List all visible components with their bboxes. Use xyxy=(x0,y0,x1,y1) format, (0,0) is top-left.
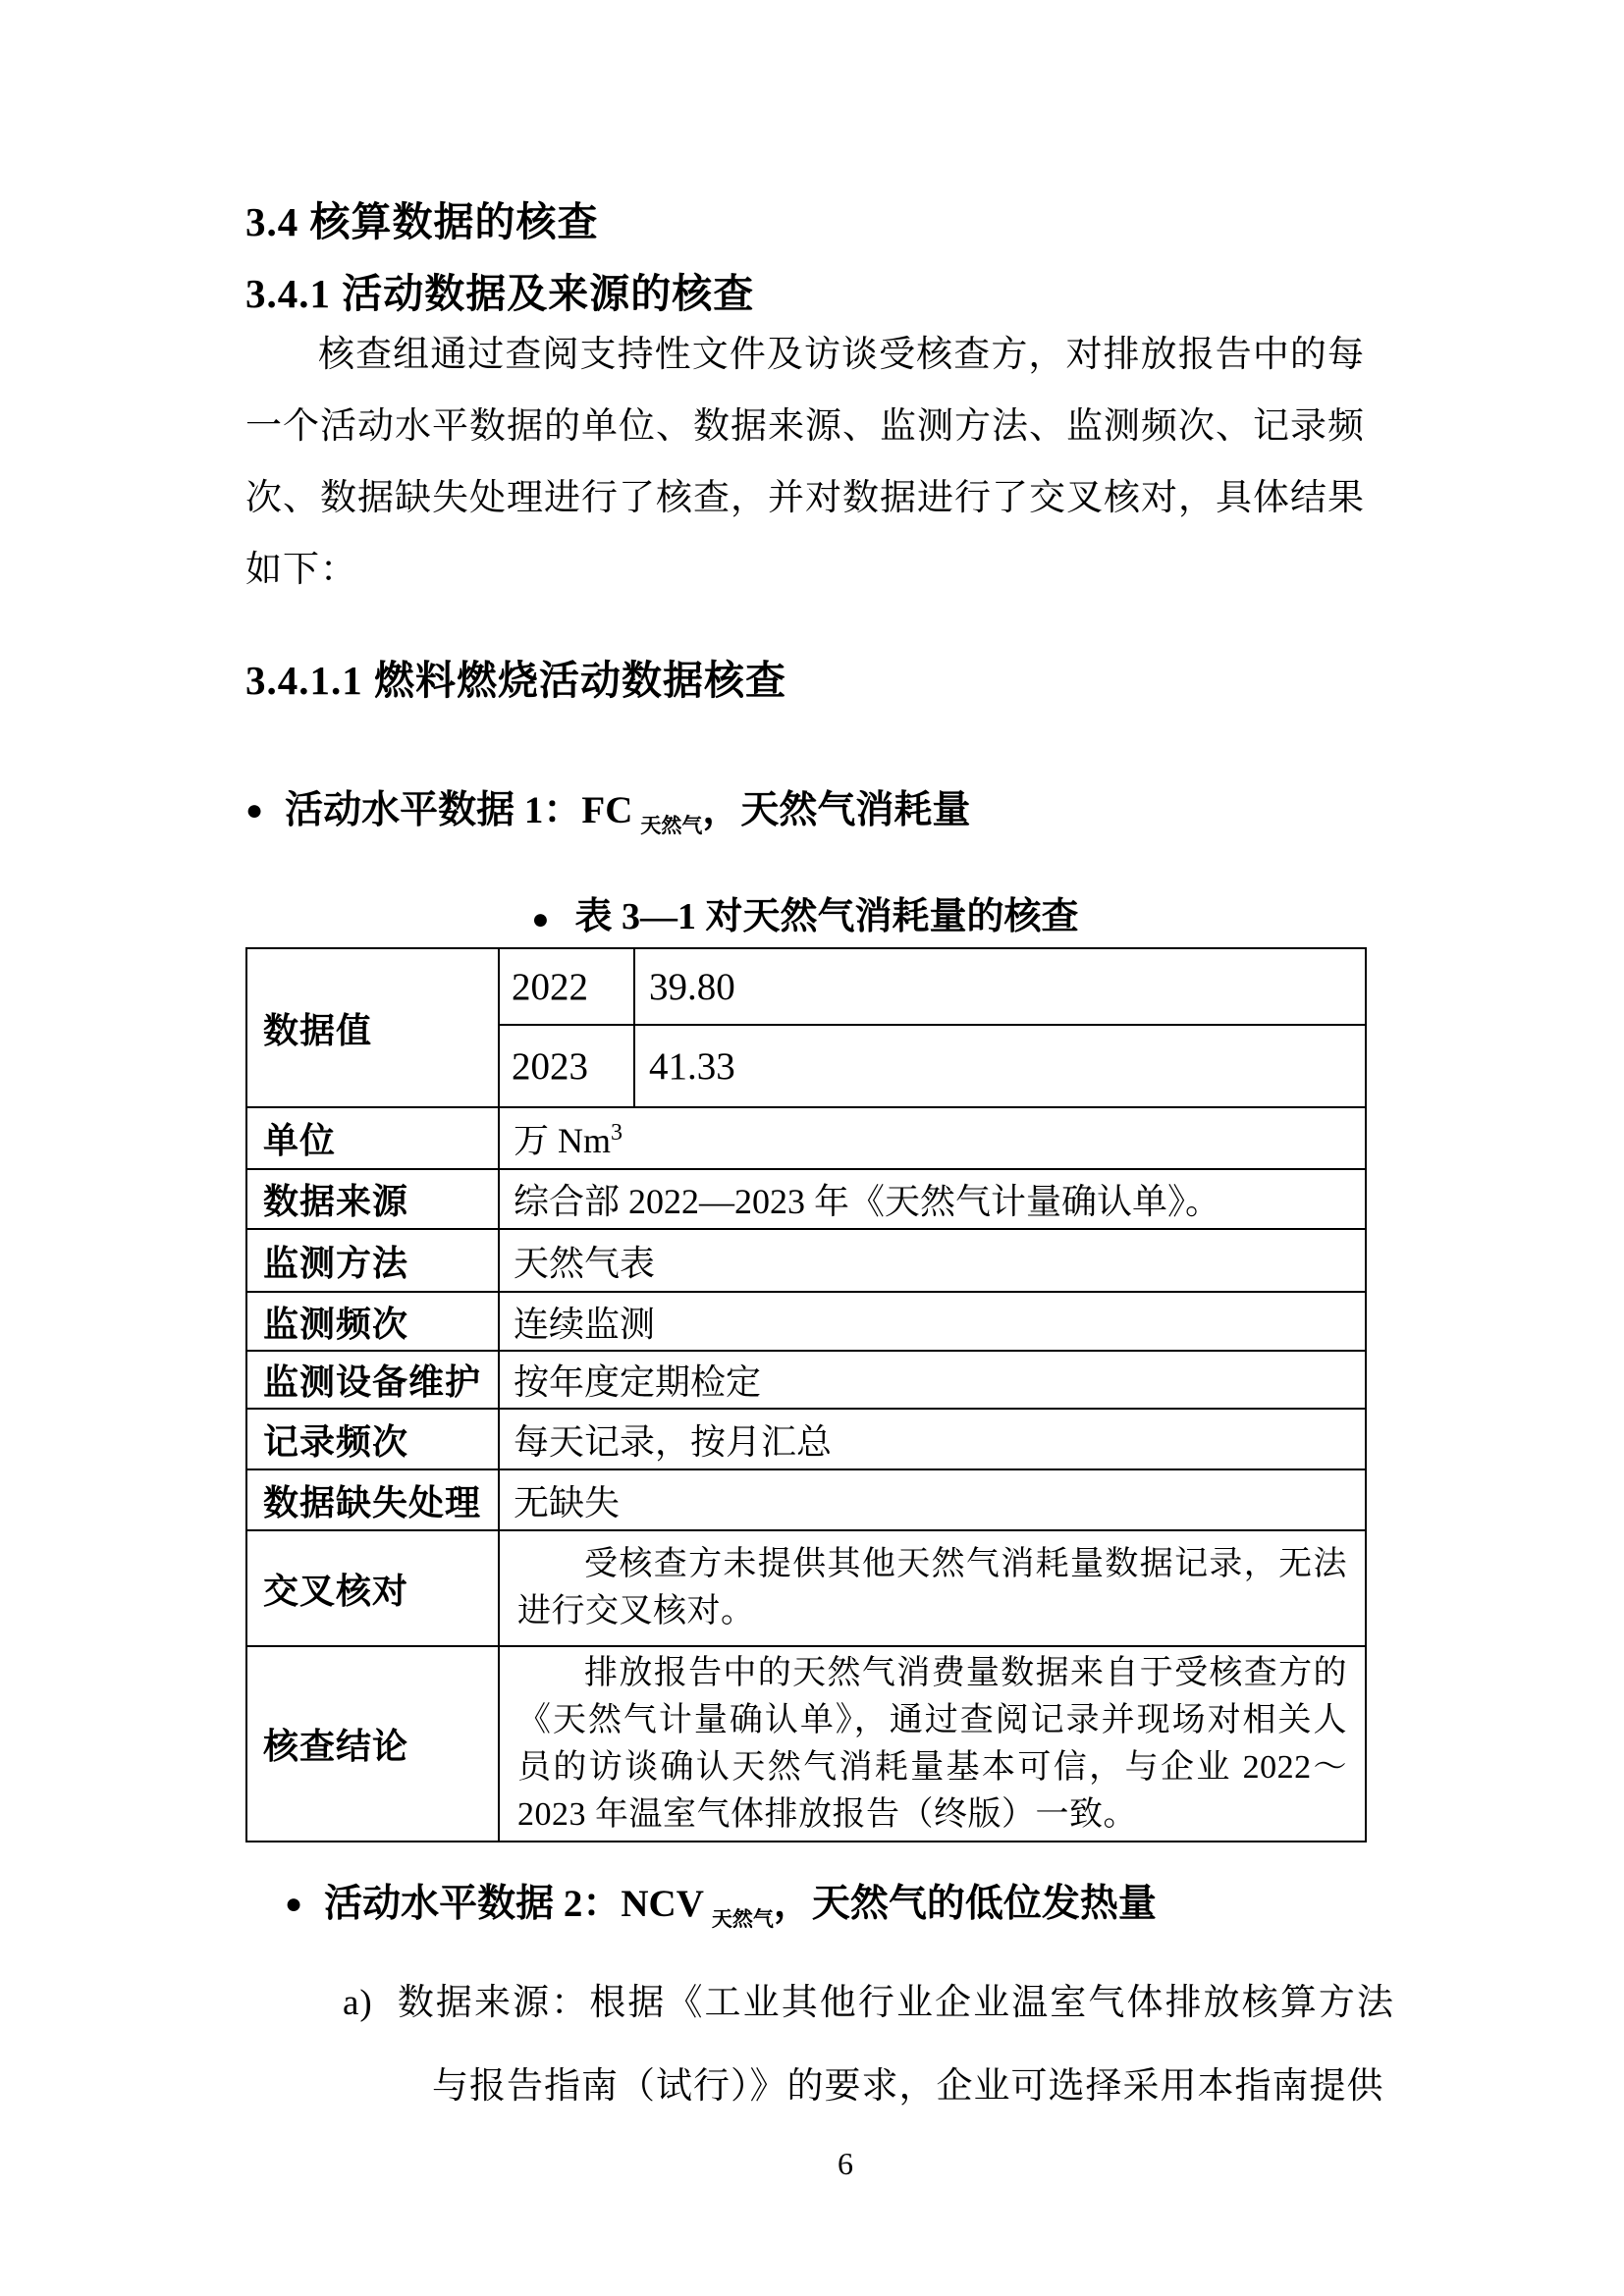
row-value: 按年度定期检定 xyxy=(499,1351,1366,1409)
list-item-a-marker: a) xyxy=(343,1983,373,2023)
value-cell: 39.80 xyxy=(634,948,1366,1025)
table-row-device-maintenance xyxy=(246,1351,1366,1409)
year-cell: 2022 xyxy=(499,948,634,1025)
list-item-a xyxy=(245,1961,1394,2128)
table-row-data-source xyxy=(246,1169,1366,1229)
row-value: 无缺失 xyxy=(499,1469,1366,1530)
row-label: 核查结论 xyxy=(246,1646,499,1842)
document-content xyxy=(245,0,1394,2128)
table-row-missing-data xyxy=(246,1469,1366,1530)
table-row-unit xyxy=(246,1107,1366,1169)
row-value: 每天记录，按月汇总 xyxy=(499,1409,1366,1469)
row-value: 连续监测 xyxy=(499,1292,1366,1351)
section-heading-3-4-1-1: 3.4.1.1 燃料燃烧活动数据核查 xyxy=(245,658,786,703)
activity-data-1-item xyxy=(245,787,1365,849)
activity-data-1-suffix: ，天然气消耗量 xyxy=(702,789,971,831)
value-cell: 41.33 xyxy=(634,1025,1366,1107)
table-row-data-value-2022 xyxy=(246,948,1366,1025)
year-cell: 2023 xyxy=(499,1025,634,1107)
row-label-data-value: 数据值 xyxy=(246,948,499,1107)
row-value: 受核查方未提供其他天然气消耗量数据记录，无法进行交叉核对。 xyxy=(499,1530,1366,1646)
table-row-monitor-method xyxy=(246,1229,1366,1292)
row-label: 数据缺失处理 xyxy=(246,1469,499,1530)
row-label: 单位 xyxy=(246,1107,499,1169)
row-value xyxy=(499,1107,1366,1169)
table-3-1-title xyxy=(245,893,1365,943)
activity-data-2-prefix: 活动水平数据 2：NCV xyxy=(324,1883,704,1925)
row-label: 监测设备维护 xyxy=(246,1351,499,1409)
section-heading-3-4: 3.4 核算数据的核查 xyxy=(245,199,599,244)
row-label: 交叉核对 xyxy=(246,1530,499,1646)
row-label: 记录频次 xyxy=(246,1409,499,1469)
row-label: 数据来源 xyxy=(246,1169,499,1229)
table-row-record-frequency xyxy=(246,1409,1366,1469)
table-3-1 xyxy=(245,947,1367,1842)
activity-data-2-item xyxy=(285,1881,1365,1943)
row-value: 综合部 2022—2023 年《天然气计量确认单》。 xyxy=(499,1169,1366,1229)
row-value: 天然气表 xyxy=(499,1229,1366,1292)
row-value: 排放报告中的天然气消费量数据来自于受核查方的《天然气计量确认单》，通过查阅记录并现场对相关人员的访谈确认天然气消耗量基本可信，与企业 2022～2023 年温室气体排放报告（终版）一致。 xyxy=(499,1646,1366,1842)
table-row-monitor-frequency xyxy=(246,1292,1366,1351)
unit-text: 万 Nm xyxy=(514,1121,612,1160)
list-item-a-text: 数据来源：根据《工业其他行业企业温室气体排放核算方法与报告指南（试行）》的要求，企业可选择采用本指南提供 xyxy=(396,1983,1394,2107)
unit-superscript: 3 xyxy=(611,1120,623,1146)
bullet-icon: ● xyxy=(285,1888,303,1920)
table-row-cross-check xyxy=(246,1530,1366,1646)
activity-data-2-suffix: ，天然气的低位发热量 xyxy=(773,1883,1157,1925)
bullet-icon: ● xyxy=(245,794,264,827)
activity-data-2-label xyxy=(324,1881,1157,1943)
activity-data-1-label xyxy=(285,787,970,849)
activity-data-1-prefix: 活动水平数据 1：FC xyxy=(285,789,633,831)
page-number: 6 xyxy=(838,2146,853,2181)
intro-paragraph: 核查组通过查阅支持性文件及访谈受核查方，对排放报告中的每一个活动水平数据的单位、数据来源、监测方法、监测频次、记录频次、数据缺失处理进行了核查，并对数据进行了交叉核对，具体结果如下： xyxy=(245,335,1365,590)
activity-data-1-subscript: 天然气 xyxy=(640,814,703,837)
table-3-1-title-text: 表 3—1 对天然气消耗量的核查 xyxy=(574,896,1079,937)
row-label: 监测频次 xyxy=(246,1292,499,1351)
row-label: 监测方法 xyxy=(246,1229,499,1292)
section-heading-3-4-1: 3.4.1 活动数据及来源的核查 xyxy=(245,271,755,316)
table-row-verification-conclusion xyxy=(246,1646,1366,1842)
bullet-icon: ● xyxy=(531,903,550,935)
activity-data-2-subscript: 天然气 xyxy=(711,1907,774,1931)
